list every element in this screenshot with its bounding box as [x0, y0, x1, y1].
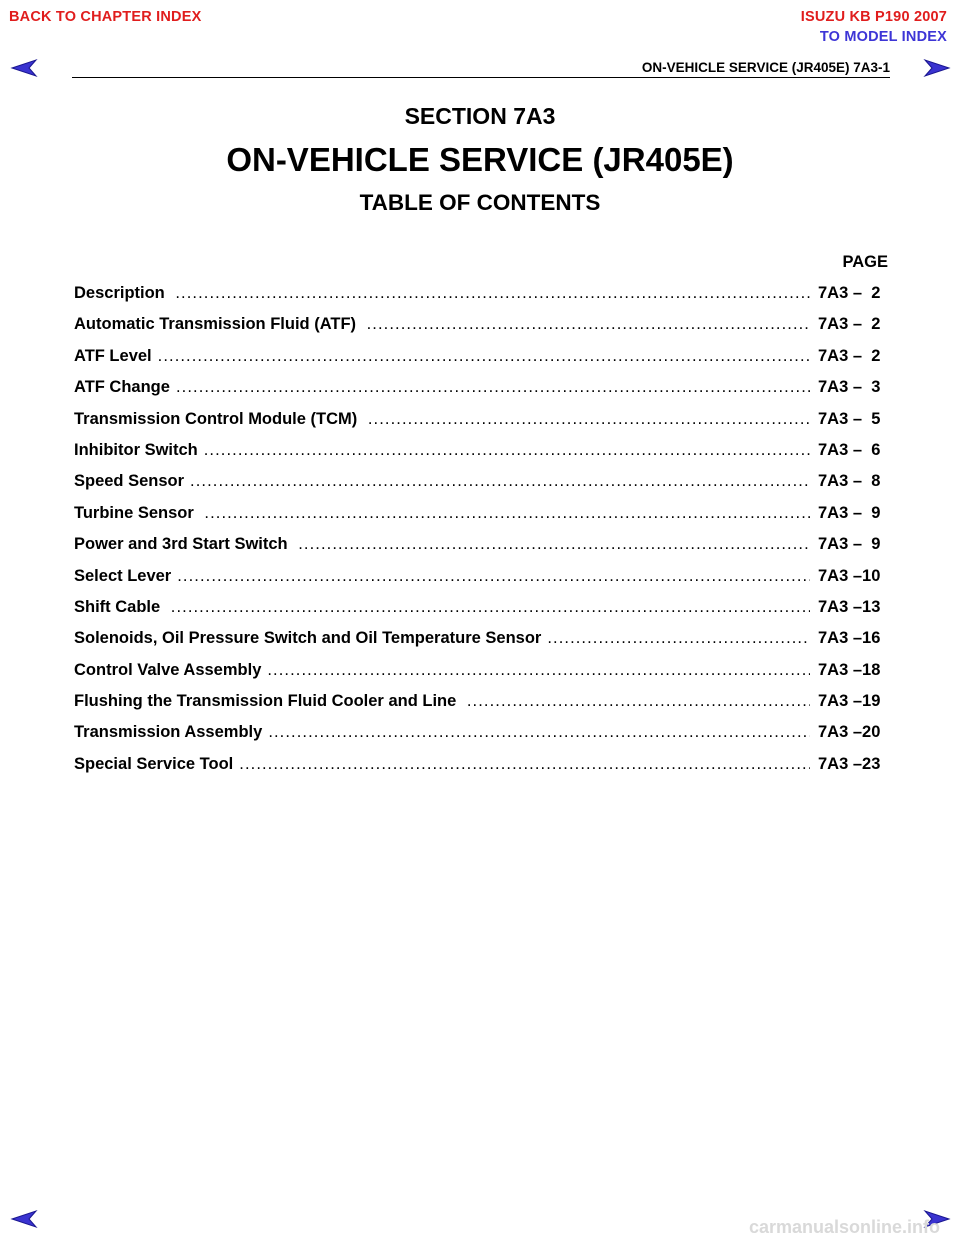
- model-title-link[interactable]: ISUZU KB P190 2007: [800, 9, 947, 25]
- toc-dot-leader: [467, 692, 810, 711]
- toc-entry[interactable]: [74, 410, 890, 441]
- toc-entry[interactable]: [74, 723, 890, 754]
- toc-dot-leader: [176, 378, 810, 397]
- toc-dot-leader: [298, 535, 810, 554]
- toc-entry-title: Flushing the Transmission Fluid Cooler and Line: [74, 692, 461, 711]
- running-header: ON-VEHICLE SERVICE (JR405E) 7A3-1: [641, 60, 890, 75]
- toc-entry-title: ATF Level: [74, 346, 152, 365]
- toc-entry-title: Solenoids, Oil Pressure Switch and Oil Temperature Sensor: [74, 629, 542, 648]
- toc-dot-leader: [267, 661, 810, 680]
- toc-dot-leader: [368, 410, 810, 429]
- previous-page-arrow-bottom-icon[interactable]: [10, 1209, 38, 1229]
- toc-heading: TABLE OF CONTENTS: [359, 190, 601, 215]
- toc-entry[interactable]: [74, 535, 890, 566]
- toc-entry-page: 7A3 –10: [818, 566, 881, 585]
- toc-entry-title: Shift Cable: [74, 597, 165, 616]
- to-model-index-link[interactable]: TO MODEL INDEX: [819, 29, 947, 45]
- toc-entry-page: 7A3 – 9: [818, 503, 881, 522]
- toc-entry-title: Select Lever: [74, 566, 172, 585]
- toc-entry-page: 7A3 – 3: [818, 378, 881, 397]
- toc-entry-page: 7A3 –16: [818, 629, 881, 648]
- watermark: carmanualsonline.info: [748, 1217, 940, 1237]
- toc-entry[interactable]: [74, 504, 890, 535]
- toc-dot-leader: [367, 315, 810, 334]
- toc-entry[interactable]: [74, 629, 890, 660]
- toc-entry-page: 7A3 – 2: [818, 284, 881, 302]
- toc-entry-title: Speed Sensor: [74, 472, 185, 491]
- toc-entry[interactable]: [74, 598, 890, 629]
- toc-dot-leader: [204, 441, 810, 460]
- toc-entry-page: 7A3 – 8: [818, 472, 881, 491]
- toc-entry[interactable]: [74, 661, 890, 692]
- toc-entry[interactable]: [74, 567, 890, 598]
- toc-entry[interactable]: [74, 378, 890, 409]
- toc-dot-leader: [268, 723, 810, 742]
- toc-entry-title: Transmission Control Module (TCM): [74, 409, 362, 428]
- toc-entry-page: 7A3 –23: [818, 754, 881, 773]
- toc-entry-page: 7A3 – 2: [818, 315, 881, 334]
- toc-entry-title: Transmission Assembly: [74, 723, 263, 742]
- toc-entry-title: Inhibitor Switch: [74, 440, 198, 459]
- toc-dot-leader: [547, 629, 810, 648]
- toc-entry-page: 7A3 – 2: [818, 346, 881, 365]
- toc-entry-page: 7A3 – 9: [818, 535, 881, 554]
- toc-entry[interactable]: [74, 441, 890, 472]
- toc-entry-page: 7A3 –20: [818, 723, 881, 742]
- toc-dot-leader: [171, 598, 810, 617]
- toc-list: [74, 284, 890, 786]
- toc-entry[interactable]: [74, 347, 890, 378]
- toc-entry-title: Power and 3rd Start Switch: [74, 535, 293, 554]
- toc-entry-page: 7A3 – 5: [818, 409, 881, 428]
- toc-entry-title: Control Valve Assembly: [74, 660, 262, 679]
- toc-entry-title: Automatic Transmission Fluid (ATF): [74, 315, 361, 334]
- previous-page-arrow-icon[interactable]: [10, 58, 38, 78]
- section-label: SECTION 7A3: [404, 103, 556, 129]
- toc-entry[interactable]: [74, 692, 890, 723]
- toc-dot-leader: [204, 504, 810, 523]
- toc-entry-title: Special Service Tool: [74, 754, 234, 773]
- toc-entry[interactable]: [74, 472, 890, 503]
- toc-entry-page: 7A3 –19: [818, 692, 881, 711]
- toc-dot-leader: [158, 347, 810, 366]
- toc-entry-title: Description: [74, 284, 170, 302]
- toc-entry[interactable]: [74, 315, 890, 346]
- toc-dot-leader: [175, 284, 810, 303]
- toc-dot-leader: [190, 472, 810, 491]
- toc-entry-page: 7A3 –13: [818, 597, 881, 616]
- toc-dot-leader: [177, 567, 810, 586]
- toc-dot-leader: [239, 755, 810, 774]
- toc-entry[interactable]: [74, 755, 890, 786]
- toc-entry-page: 7A3 – 6: [818, 440, 881, 459]
- next-page-arrow-icon[interactable]: [923, 58, 951, 78]
- toc-entry[interactable]: [74, 284, 890, 315]
- section-title: ON-VEHICLE SERVICE (JR405E): [226, 141, 734, 178]
- back-to-chapter-link[interactable]: BACK TO CHAPTER INDEX: [9, 9, 202, 25]
- toc-entry-title: ATF Change: [74, 378, 170, 397]
- toc-entry-page: 7A3 –18: [818, 660, 881, 679]
- page-column-header: PAGE: [842, 253, 888, 271]
- header-rule: [72, 77, 890, 78]
- toc-entry-title: Turbine Sensor: [74, 503, 199, 522]
